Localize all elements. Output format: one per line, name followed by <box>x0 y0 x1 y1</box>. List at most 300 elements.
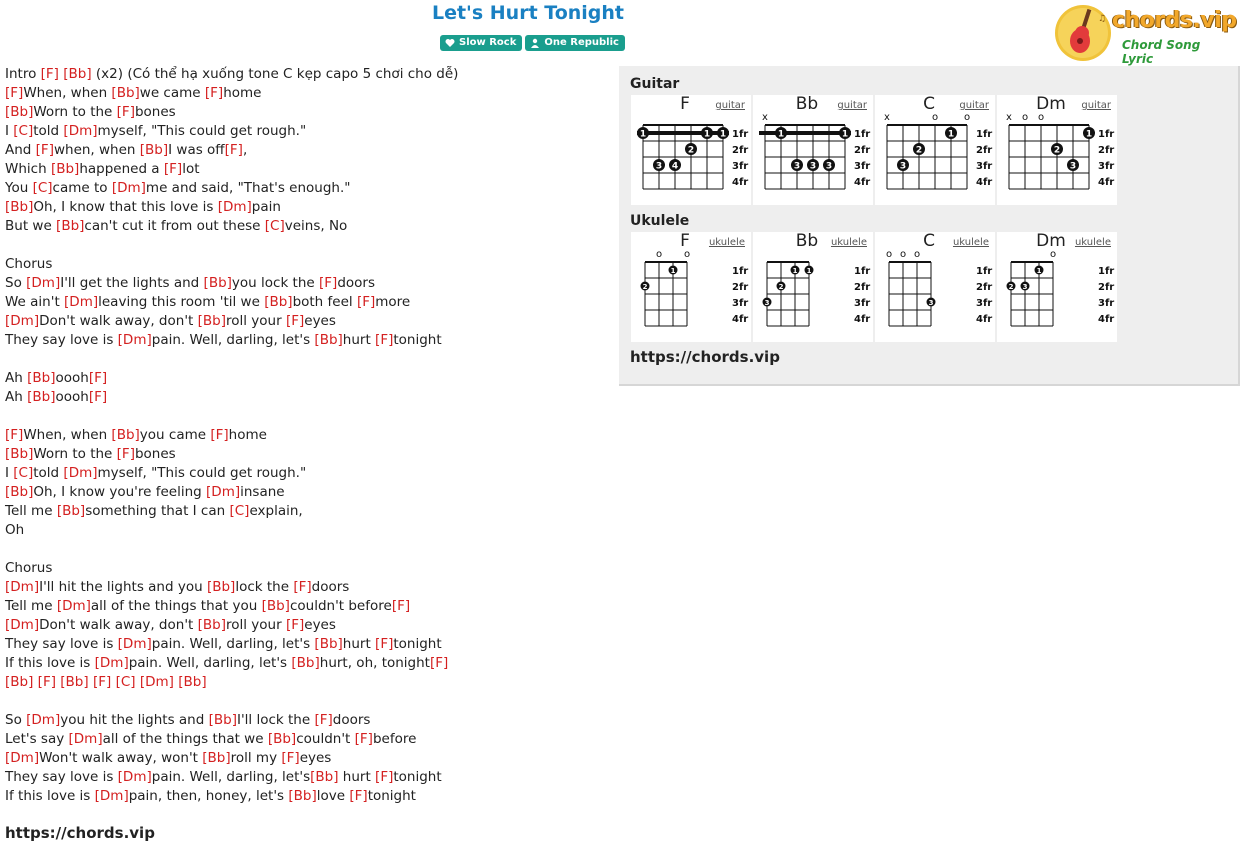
chord-link[interactable]: [F] <box>314 712 333 728</box>
lyric-line <box>5 84 458 103</box>
lyric-text: Tell me <box>5 598 57 614</box>
lyric-line <box>5 502 458 521</box>
instrument-link[interactable]: guitar <box>837 100 867 111</box>
lyric-text: pain. Well, darling, let's <box>128 655 292 671</box>
finger-number: 1 <box>639 129 647 140</box>
chord-link[interactable]: [Dm] <box>117 636 152 652</box>
chord-link[interactable]: [C] <box>13 465 34 481</box>
finger-number: 1 <box>777 129 785 140</box>
ukulele-section-label: Ukulele <box>630 213 690 229</box>
chord-link[interactable]: [Dm] <box>139 674 174 690</box>
chord-link[interactable]: [Dm] <box>26 275 61 291</box>
lyric-line <box>5 521 458 540</box>
artist-label: One Republic <box>544 37 619 48</box>
lyric-line <box>5 692 458 711</box>
lyric-text: So <box>5 712 27 728</box>
fret-label: 3fr <box>1098 298 1115 309</box>
chord-link[interactable]: [Bb] <box>5 446 34 462</box>
lyric-text: tonight <box>393 636 442 652</box>
chord-link[interactable]: [C] <box>13 123 34 139</box>
lyric-line <box>5 407 458 426</box>
chord-link[interactable]: [Dm] <box>26 712 61 728</box>
fret-label: 4fr <box>1098 314 1115 325</box>
lyric-text: before <box>372 731 417 747</box>
lyric-text: all of the things that you <box>90 598 262 614</box>
chord-link[interactable]: [Dm] <box>217 199 252 215</box>
chord-link[interactable]: [F] <box>429 655 449 671</box>
logo-subtitle: Chord Song Lyric <box>1122 38 1201 66</box>
ukulele-chord-card[interactable] <box>997 232 1117 342</box>
guitar-chord-card[interactable] <box>753 95 873 205</box>
instrument-link[interactable]: guitar <box>1081 100 1111 111</box>
chord-link[interactable]: [Dm] <box>63 123 98 139</box>
lyric-text: pain <box>251 199 281 215</box>
chord-link[interactable]: [Bb] <box>5 104 34 120</box>
lyrics-block <box>5 65 458 806</box>
finger-number: 1 <box>670 267 676 275</box>
chord-link[interactable]: [Bb] <box>208 712 237 728</box>
lyric-text: home <box>228 427 267 443</box>
finger-number: 3 <box>764 299 770 307</box>
fret-label: 1fr <box>732 129 749 140</box>
lyric-text: If this love is <box>5 655 95 671</box>
lyric-text: roll your <box>226 617 286 633</box>
fret-label: 1fr <box>1098 129 1115 140</box>
lyric-line <box>5 160 458 179</box>
lyric-text: more <box>375 294 411 310</box>
barre-bar <box>637 131 729 135</box>
lyric-text: myself, "This could get rough." <box>97 123 307 139</box>
finger-number: 2 <box>778 283 784 291</box>
chord-link[interactable]: [F] <box>375 769 394 785</box>
lyric-line <box>5 749 458 768</box>
string-marker: o <box>885 249 893 260</box>
lyric-text: myself, "This could get rough." <box>97 465 307 481</box>
panel-site-url[interactable]: https://chords.vip <box>630 348 780 366</box>
lyric-text: explain, <box>249 503 303 519</box>
lyric-text: lock the <box>235 579 294 595</box>
fret-label: 2fr <box>1098 282 1115 293</box>
lyric-line <box>5 673 458 692</box>
fret-label: 4fr <box>1098 177 1115 188</box>
instrument-link[interactable]: guitar <box>959 100 989 111</box>
chord-link[interactable]: [C] <box>229 503 250 519</box>
chord-link[interactable]: [F] <box>88 370 108 386</box>
string-marker: o <box>1037 112 1045 123</box>
chord-link[interactable]: [F] <box>37 674 56 690</box>
lyric-line <box>5 179 458 198</box>
genre-label: Slow Rock <box>459 37 517 48</box>
chord-link[interactable]: [Bb] <box>314 332 343 348</box>
chord-link[interactable]: [Bb] <box>139 142 169 158</box>
chord-link[interactable]: [F] <box>92 674 112 690</box>
lyric-text: Oh <box>5 522 25 538</box>
lyric-text: I <box>5 465 14 481</box>
chord-link[interactable]: [Dm] <box>63 465 98 481</box>
lyric-text: And <box>5 142 36 158</box>
chord-link[interactable]: [F] <box>349 788 368 804</box>
lyric-text: oooh <box>55 389 89 405</box>
lyric-line <box>5 255 458 274</box>
finger-number: 3 <box>655 161 663 172</box>
finger-number: 2 <box>1008 283 1014 291</box>
chord-link[interactable]: [Bb] <box>5 199 34 215</box>
chord-link[interactable]: [Dm] <box>94 655 129 671</box>
chord-link[interactable]: [F] <box>285 617 305 633</box>
fret-label: 3fr <box>976 298 993 309</box>
instrument-link[interactable]: ukulele <box>830 237 867 248</box>
fret-label: 2fr <box>854 145 871 156</box>
artist-badge[interactable] <box>525 35 625 51</box>
fret-label: 1fr <box>854 266 871 277</box>
lyric-text: you hit the lights and <box>60 712 209 728</box>
string-marker: o <box>899 249 907 260</box>
lyric-line <box>5 654 458 673</box>
lyric-text: Don't walk away, don't <box>39 617 198 633</box>
ukulele-chord-card[interactable] <box>875 232 995 342</box>
chord-link[interactable]: [Bb] <box>111 427 140 443</box>
chord-link[interactable]: [Bb] <box>5 674 34 690</box>
chord-link[interactable]: [Dm] <box>117 332 152 348</box>
chord-link[interactable]: [F] <box>391 598 411 614</box>
lyric-text: tonight <box>367 788 416 804</box>
chord-name: C <box>923 231 935 251</box>
finger-number: 3 <box>809 161 817 172</box>
chord-link[interactable]: [F] <box>204 85 224 101</box>
fret-label: 3fr <box>732 298 749 309</box>
lyric-text: Don't walk away, don't <box>39 313 198 329</box>
finger-number: 2 <box>687 145 695 156</box>
lyric-text: Tell me <box>5 503 57 519</box>
lyric-text: Worn to the <box>33 104 117 120</box>
lyric-text: , <box>242 142 248 158</box>
chord-link[interactable]: [F] <box>210 427 229 443</box>
lyric-text: eyes <box>304 313 336 329</box>
lyric-text: veins, No <box>284 218 348 234</box>
lyric-text: Which <box>5 161 51 177</box>
chord-link[interactable]: [Dm] <box>56 598 91 614</box>
genre-badge[interactable] <box>440 35 522 51</box>
finger-number: 1 <box>806 267 812 275</box>
lyric-line <box>5 578 458 597</box>
chord-link[interactable]: [F] <box>5 427 24 443</box>
fret-label: 3fr <box>1098 161 1115 172</box>
lyric-text: hurt <box>342 332 376 348</box>
lyric-text: pain. Well, darling, let's <box>151 769 311 785</box>
finger-number: 2 <box>915 145 923 156</box>
lyric-text: hurt, oh, tonight <box>319 655 430 671</box>
chord-link[interactable]: [Dm] <box>5 579 40 595</box>
chord-link[interactable]: [Bb] <box>310 769 339 785</box>
lyric-text: You <box>5 180 33 196</box>
string-marker: o <box>1049 249 1057 260</box>
chord-link[interactable]: [Bb] <box>197 617 226 633</box>
lyric-text: I'll get the lights and <box>60 275 204 291</box>
chord-link[interactable]: [Bb] <box>56 503 86 519</box>
lyric-text: doors <box>311 579 350 595</box>
lyric-text: eyes <box>299 750 332 766</box>
fret-label: 1fr <box>976 266 993 277</box>
lyric-text: When, when <box>23 427 112 443</box>
barre-bar <box>759 131 851 135</box>
lyric-text: Chorus <box>5 560 53 576</box>
chord-link[interactable]: [F] <box>293 579 312 595</box>
chord-link[interactable]: [Bb] <box>264 294 293 310</box>
lyric-line <box>5 445 458 464</box>
chord-name: F <box>680 231 690 251</box>
chord-link[interactable]: [Bb] <box>261 598 290 614</box>
lyric-text: Intro <box>5 66 41 82</box>
fret-label: 2fr <box>1098 145 1115 156</box>
chord-link[interactable]: [Bb] <box>291 655 320 671</box>
lyric-text: couldn't <box>296 731 355 747</box>
lyric-text: we came <box>139 85 205 101</box>
lyric-line <box>5 711 458 730</box>
site-url[interactable]: https://chords.vip <box>5 824 155 842</box>
lyric-line <box>5 730 458 749</box>
fret-label: 4fr <box>732 177 749 188</box>
lyric-line <box>5 483 458 502</box>
finger-number: 3 <box>825 161 833 172</box>
chord-link[interactable]: [F] <box>354 731 373 747</box>
chord-link[interactable]: [Bb] <box>197 313 226 329</box>
lyric-text: love <box>316 788 350 804</box>
chord-link[interactable]: [Bb] <box>267 731 297 747</box>
lyric-line <box>5 198 458 217</box>
chord-name: Dm <box>1036 231 1066 251</box>
lyric-text: pain. Well, darling, let's <box>151 636 315 652</box>
lyric-text: (x2) (Có thể hạ xuống tone C kẹp capo 5 chơi cho dễ) <box>91 66 459 82</box>
lyric-text: roll your <box>226 313 286 329</box>
chord-name: Dm <box>1036 94 1066 114</box>
song-title: Let's Hurt Tonight <box>431 2 625 24</box>
finger-number: 3 <box>928 299 934 307</box>
lyric-line <box>5 597 458 616</box>
chord-link[interactable]: [F] <box>88 389 108 405</box>
lyric-text: you came <box>139 427 211 443</box>
chord-link[interactable]: [Bb] <box>206 579 236 595</box>
site-logo[interactable] <box>1054 3 1237 66</box>
chord-link[interactable]: [F] <box>319 275 338 291</box>
fret-label: 1fr <box>976 129 993 140</box>
chord-link[interactable]: [C] <box>264 218 285 234</box>
chord-link[interactable]: [Bb] <box>50 161 80 177</box>
chord-link[interactable]: [F] <box>5 85 24 101</box>
lyric-line <box>5 369 458 388</box>
lyric-text: came to <box>52 180 112 196</box>
lyric-line <box>5 540 458 559</box>
lyric-line <box>5 350 458 369</box>
fret-label: 4fr <box>976 177 993 188</box>
lyric-text: lot <box>182 161 200 177</box>
lyric-text: We ain't <box>5 294 65 310</box>
fret-label: 2fr <box>732 282 749 293</box>
lyric-text: home <box>223 85 262 101</box>
lyric-text: leaving this room 'til we <box>98 294 265 310</box>
chord-link[interactable]: [Bb] <box>60 674 89 690</box>
lyric-text: you lock the <box>231 275 320 291</box>
lyric-text: all of the things that we <box>102 731 268 747</box>
fret-label: 3fr <box>976 161 993 172</box>
chord-link[interactable]: [Bb] <box>202 750 231 766</box>
instrument-link[interactable]: ukulele <box>708 237 745 248</box>
chord-link[interactable]: [F] <box>35 142 54 158</box>
lyric-line <box>5 388 458 407</box>
lyric-text: bones <box>134 104 176 120</box>
fret-label: 3fr <box>854 161 871 172</box>
chord-link[interactable]: [Dm] <box>5 750 40 766</box>
chord-link[interactable]: [Bb] <box>27 370 56 386</box>
chord-link[interactable]: [F] <box>224 142 243 158</box>
lyric-line <box>5 141 458 160</box>
lyric-line <box>5 293 458 312</box>
guitar-section-label: Guitar <box>630 76 680 92</box>
finger-number: 4 <box>671 161 679 172</box>
logo-text: chords.vip <box>1112 8 1237 33</box>
lyric-text: Oh, I know that this love is <box>33 199 218 215</box>
lyric-line <box>5 274 458 293</box>
chord-link[interactable]: [Dm] <box>68 731 103 747</box>
chord-link[interactable]: [F] <box>116 104 135 120</box>
string-marker: o <box>683 249 691 260</box>
fret-label: 4fr <box>854 314 871 325</box>
lyric-text: Worn to the <box>33 446 117 462</box>
lyric-text: I'll lock the <box>236 712 315 728</box>
finger-number: 1 <box>1085 129 1093 140</box>
chord-link[interactable]: [C] <box>32 180 53 196</box>
user-icon <box>530 38 540 48</box>
ukulele-chord-card[interactable] <box>753 232 873 342</box>
heart-icon <box>445 38 455 48</box>
chord-link[interactable]: [Bb] <box>56 218 85 234</box>
fret-label: 2fr <box>976 145 993 156</box>
lyric-text: roll my <box>230 750 282 766</box>
lyric-text: When, when <box>23 85 112 101</box>
lyric-text: pain. Well, darling, let's <box>151 332 315 348</box>
string-marker: o <box>963 112 971 123</box>
lyric-text: tonight <box>393 769 442 785</box>
string-marker: o <box>655 249 663 260</box>
chord-link[interactable]: [Bb] <box>314 636 343 652</box>
ukulele-chord-card[interactable] <box>631 232 751 342</box>
chord-link[interactable]: [Bb] <box>203 275 232 291</box>
lyric-text: So <box>5 275 27 291</box>
lyric-text: doors <box>332 712 371 728</box>
fret-label: 1fr <box>854 129 871 140</box>
svg-text:♫: ♫ <box>1098 14 1107 24</box>
chord-link[interactable]: [Dm] <box>206 484 241 500</box>
lyric-text: both feel <box>292 294 357 310</box>
lyric-line <box>5 616 458 635</box>
chord-link[interactable]: [Dm] <box>111 180 146 196</box>
finger-number: 1 <box>841 129 849 140</box>
lyric-text: They say love is <box>5 636 118 652</box>
fret-label: 2fr <box>732 145 749 156</box>
chord-link[interactable]: [F] <box>375 636 394 652</box>
lyric-line <box>5 768 458 787</box>
chord-link[interactable]: [F] <box>40 66 59 82</box>
lyric-text: eyes <box>304 617 336 633</box>
instrument-link[interactable]: ukulele <box>1074 237 1111 248</box>
lyric-text: doors <box>337 275 376 291</box>
chord-link[interactable]: [Dm] <box>5 313 40 329</box>
chord-link[interactable]: [Dm] <box>64 294 99 310</box>
lyric-line <box>5 65 458 84</box>
chord-link[interactable]: [Dm] <box>94 788 129 804</box>
fret-label: 4fr <box>854 177 871 188</box>
lyric-line <box>5 217 458 236</box>
lyric-text: pain, then, honey, let's <box>128 788 289 804</box>
chord-link[interactable]: [Dm] <box>5 617 40 633</box>
chord-name: F <box>680 94 690 114</box>
finger-number: 3 <box>793 161 801 172</box>
finger-number: 1 <box>792 267 798 275</box>
lyric-line <box>5 331 458 350</box>
chord-link[interactable]: [F] <box>356 294 376 310</box>
lyric-text: tonight <box>393 332 442 348</box>
instrument-link[interactable]: guitar <box>715 100 745 111</box>
guitar-chord-card[interactable] <box>875 95 995 205</box>
fret-label: 4fr <box>976 314 993 325</box>
lyric-text: If this love is <box>5 788 95 804</box>
fret-label: 3fr <box>854 298 871 309</box>
finger-number: 1 <box>703 129 711 140</box>
chord-link[interactable]: [Bb] <box>5 484 34 500</box>
finger-number: 1 <box>947 129 955 140</box>
lyric-text: Oh, I know you're feeling <box>33 484 207 500</box>
chord-link[interactable]: [Bb] <box>288 788 317 804</box>
chord-link[interactable]: [C] <box>115 674 136 690</box>
finger-number: 3 <box>1022 283 1028 291</box>
chord-name: C <box>923 94 935 114</box>
chord-link[interactable]: [Bb] <box>27 389 56 405</box>
lyric-text: They say love is <box>5 769 118 785</box>
finger-number: 3 <box>899 161 907 172</box>
lyric-text: They say love is <box>5 332 118 348</box>
guitar-chord-card[interactable] <box>997 95 1117 205</box>
lyric-text: I'll hit the lights and you <box>39 579 207 595</box>
lyric-text: I was off <box>168 142 225 158</box>
lyric-text: insane <box>240 484 285 500</box>
finger-number: 2 <box>642 283 648 291</box>
chord-link[interactable]: [F] <box>285 313 305 329</box>
string-marker: o <box>913 249 921 260</box>
chord-link[interactable]: [F] <box>281 750 300 766</box>
lyric-line <box>5 787 458 806</box>
lyric-text: oooh <box>55 370 89 386</box>
fret-label: 2fr <box>854 282 871 293</box>
lyric-line <box>5 236 458 255</box>
lyric-text: happened a <box>79 161 164 177</box>
guitar-chord-card[interactable] <box>631 95 751 205</box>
chord-link[interactable]: [Bb] <box>178 674 207 690</box>
lyric-text: something that I can <box>85 503 230 519</box>
chord-link[interactable]: [F] <box>163 161 183 177</box>
lyric-line <box>5 122 458 141</box>
lyric-text: Chorus <box>5 256 53 272</box>
lyric-text: hurt <box>342 636 376 652</box>
chord-link[interactable]: [F] <box>116 446 135 462</box>
lyric-text: can't cut it from out these <box>84 218 265 234</box>
instrument-link[interactable]: ukulele <box>952 237 989 248</box>
chord-link[interactable]: [Dm] <box>117 769 152 785</box>
chord-link[interactable]: [Bb] <box>111 85 140 101</box>
lyric-text: me and said, "That's enough." <box>145 180 351 196</box>
lyric-text: I <box>5 123 14 139</box>
chord-link[interactable]: [Bb] <box>63 66 92 82</box>
lyric-text: hurt <box>338 769 376 785</box>
chord-link[interactable]: [F] <box>375 332 394 348</box>
